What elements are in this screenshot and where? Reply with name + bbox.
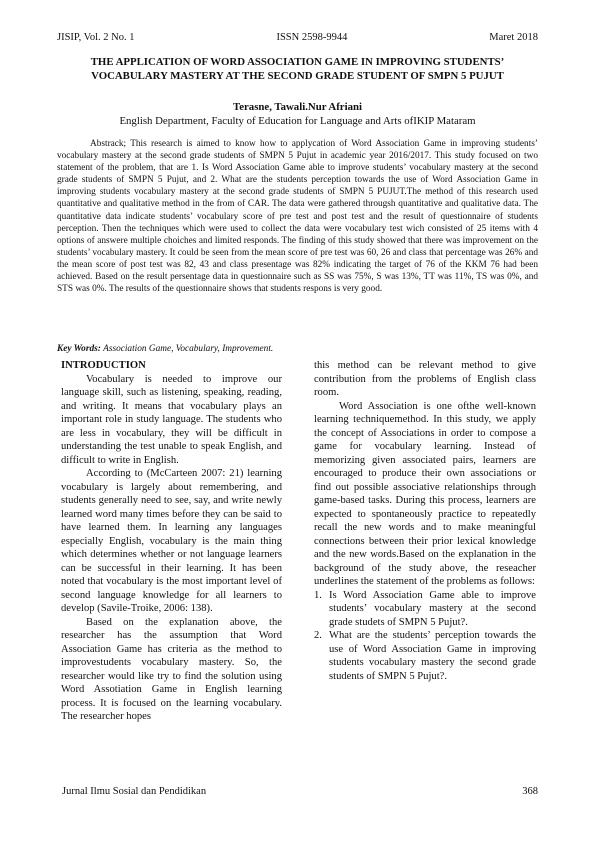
paper-title xyxy=(50,55,545,83)
list-item xyxy=(314,629,536,683)
title-line-1: THE APPLICATION OF WORD ASSOCIATION GAME IN IMPROVING STUDENTS’ xyxy=(90,56,505,68)
keywords-label: Key Words: xyxy=(57,344,101,354)
title-line-2: VOCABULARY MASTERY AT THE SECOND GRADE STUDENT OF SMPN 5 PUJUT xyxy=(91,70,504,82)
authors: Terasne, Tawali.Nur Afriani xyxy=(233,101,362,113)
paragraph: Word Association is one ofthe well-known learning techniquemethod. In this study, we apply the concept of Associations in order to compose a game for vocabulary learning. Instead of memorizing given associated pairs, learners are encouraged to produce their own associations or find out possible associative relationships through game-based tasks. During this process, learners are expected to spontaneously practice to repeatedly recall the new words and to make meaningful connections between their prior lexical knowledge and the new words.Based on the explanation in the background of the study above, the reseacher underlines the statement of the problems as follows: xyxy=(314,400,536,587)
keywords-value: Association Game, Vocabulary, Improvement. xyxy=(103,344,274,354)
running-footer xyxy=(57,786,538,800)
paragraph: this method can be relevant method to give contribution from the problems of English class room. xyxy=(314,360,536,398)
left-column xyxy=(61,359,282,724)
section-heading: INTRODUCTION xyxy=(61,360,146,371)
list-number: 2. xyxy=(314,630,322,641)
list-number: 1. xyxy=(314,589,322,601)
running-header xyxy=(57,32,538,46)
page-number: 368 xyxy=(522,786,538,797)
abstract: Abstrack; This research is aimed to know how to applycation of Word Association Game in improving students’ vocabulary mastery at the second grade students of SMPN 5 Pujut in academic year 2016/2017. This study focused on two statement of the problem, that are 1. Is Word Association Game able to improve students’ vocabulary mastery at the second grade students of SMPN 5 Pujut, and 2. What are the students perception towards the use of Word Association Game in improving students vocabulary mastery at the second grade students of SMPN 5 PUJUT.The method of this research used quantitative and qualitative method in the from of CAR. The data were gathered througsh quantitative and qualitative data. The quantitative data indicate students’ vocabulary score of pre test and post test and the result of questionnaire of students perception. Then the techniques which were used to collect the data were vocabulary test wich consisted of 25 items with 4 options of answere multiple choiches and limited responds. The finding of this study showed that there was improvement on the students’ vocabulary mastery. It could be seen from the mean score of pre test was 60, 26 and class that percentage was 26% and the mean score of post test was 82, 43 and class presentage was 82% indicating the target of 76 of the KKM 76 had been achieved. Based on the result persentage data in questionnaire such as SS was 75%, S was 13%, TT was 11%, TS was 0%, and STS was 0%. The results of the questionnaire shows that students respons is very good. xyxy=(57,139,538,295)
paragraph: Based on the explanation above, the researcher has the assumption that Word Association Game has criteria as the method to improvestudents vocabulary mastery. So, the researcher would like try to find the solution using Word Assotiation Game in English learning process. It is focused on the learning vocabulary. The researcher hopes xyxy=(61,616,282,722)
journal-issue: JISIP, Vol. 2 No. 1 xyxy=(57,32,135,43)
list-text: Is Word Association Game able to improve students’ vocabulary mastery at the second grade studets of SMPN 5 Pujut?. xyxy=(329,589,536,628)
list-text: What are the students’ perception towards the use of Word Association Game in improving students vocabulary mastery the second grade students of SMPN 5 Pujut?. xyxy=(329,630,536,682)
problem-statement-list xyxy=(314,589,536,684)
issn: ISSN 2598-9944 xyxy=(276,32,348,43)
keywords xyxy=(57,344,538,354)
right-column xyxy=(314,359,536,683)
journal-name: Jurnal Ilmu Sosial dan Pendidikan xyxy=(62,786,207,797)
paragraph: Vocabulary is needed to improve our language skill, such as listening, speaking, reading, and writing. It means that vocabulary plays an important role in study language. The students who are less in vocabulary, they will be difficult in understanding the test unable to speak English, and difficult to write in English. xyxy=(61,373,282,466)
list-item xyxy=(314,589,536,630)
paragraph: According to (McCarteen 2007: 21) learning vocabulary is largely about remembering, and students generally need to see, say, and write newly learned word many times before they can be said to have learned them. In learning any languages especially English, vocabulary is the main thing which determines whether or not language learners can be successful in their learning. It has been noted that vocabulary is the most important level of second language knowledge for all learners to develop (Savile-Troike, 2006: 138). xyxy=(61,468,282,614)
affiliation: English Department, Faculty of Education for Language and Arts ofIKIP Mataram xyxy=(119,115,476,127)
issue-date: Maret 2018 xyxy=(489,32,538,43)
